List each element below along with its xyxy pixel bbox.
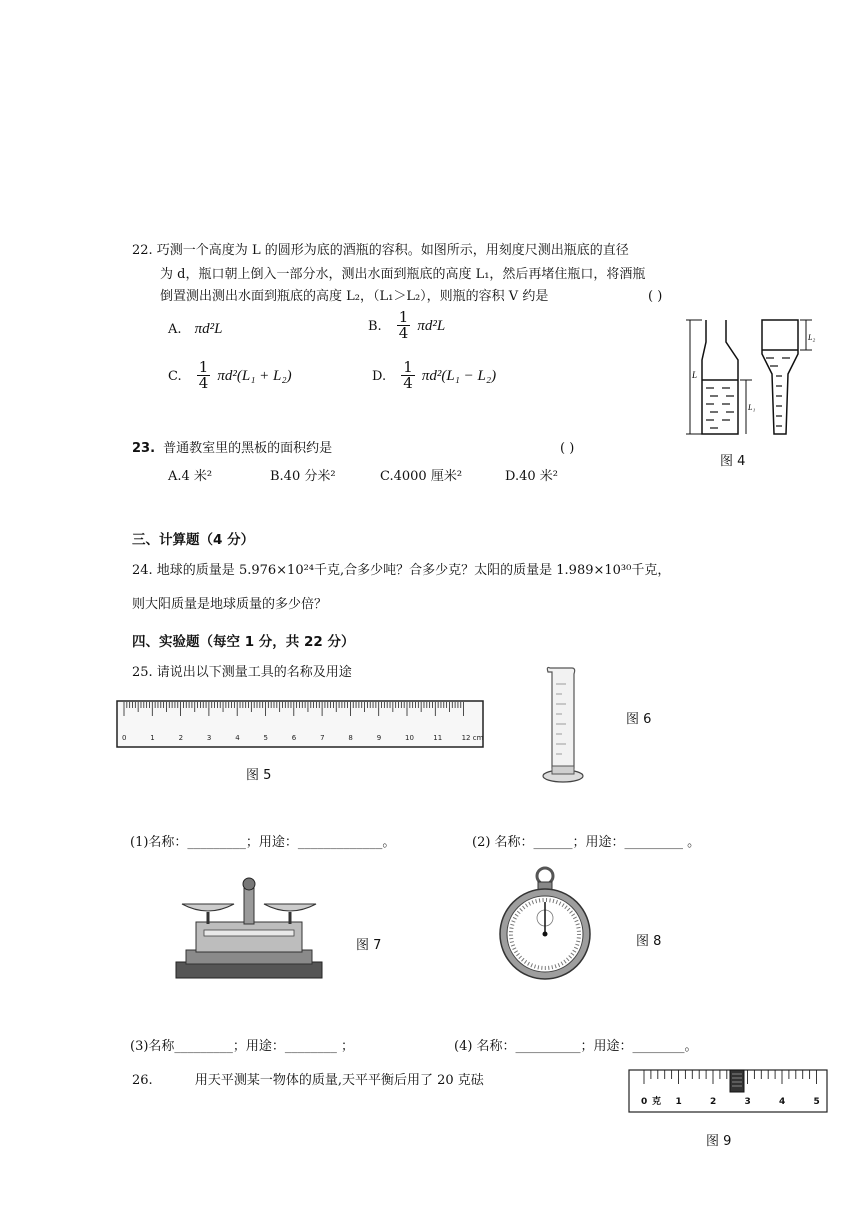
option-b-formula: πd²L — [417, 318, 446, 334]
ruler-tick-label: 10 — [405, 734, 414, 742]
q23-option-c: C.4000 厘米² — [380, 469, 463, 484]
label-L1: L₁ — [748, 403, 756, 412]
q23-option-a: A.4 米² — [168, 469, 213, 484]
label-L: L — [692, 370, 698, 380]
q25-text: 25. 请说出以下测量工具的名称及用途 — [132, 665, 352, 680]
scale-tick-label: 2 — [710, 1097, 717, 1107]
answer-blank-4[interactable]: (4) 名称：__________；用途：________。 — [454, 1039, 698, 1054]
q26-stem — [132, 1072, 484, 1090]
scale-unit-label: 克 — [652, 1097, 662, 1107]
scale-tick-label: 4 — [779, 1097, 786, 1107]
q22-option-a — [168, 318, 222, 339]
ruler-tick-label: 3 — [206, 734, 212, 742]
q23-option-b: B.40 分米² — [270, 469, 336, 484]
ruler-tick-label: 12 cm — [461, 734, 484, 742]
q24-line1: 24. 地球的质量是 5.976×10²⁴千克,合多少吨？合多少克？太阳的质量是 1.989×10³⁰千克， — [132, 563, 671, 578]
figure-6-graduated-cylinder — [540, 664, 590, 786]
q23-stem — [132, 440, 332, 458]
figure-8-stopwatch — [498, 866, 592, 984]
figure-9-caption: 图 9 — [706, 1134, 732, 1149]
option-a-formula: πd²L — [194, 321, 223, 337]
fraction-one-quarter: $\frac{1}{4}$ — [403, 358, 413, 392]
q22-option-d — [372, 360, 496, 391]
q22-line3: 倒置测出测出水面到瓶底的高度 L₂，（L₁＞L₂），则瓶的容积 V 约是 — [160, 289, 549, 304]
q22-line1: 22. 巧测一个高度为 L 的圆形为底的酒瓶的容积。如图所示，用刻度尺测出瓶底的直径 — [132, 243, 629, 258]
section-4-title: 四、实验题（每空 1 分，共 22 分） — [132, 634, 355, 650]
scale-tick-label: 0 — [641, 1097, 648, 1107]
option-d-formula: πd²(L₁ − L₂) — [421, 368, 497, 384]
q22-option-b — [368, 310, 445, 341]
q23-answer-paren: ( ) — [560, 441, 575, 456]
figure-5-ruler — [116, 700, 486, 750]
q26-number: 26. — [132, 1073, 153, 1088]
option-c-label: C. — [168, 369, 182, 384]
figure-4-caption: 图 4 — [720, 454, 746, 469]
figure-8-caption: 图 8 — [636, 934, 662, 949]
ruler-tick-label: 4 — [235, 734, 240, 742]
q22-option-c — [168, 360, 292, 391]
figure-6-caption: 图 6 — [626, 712, 652, 727]
q23-text: 普通教室里的黑板的面积约是 — [163, 441, 333, 456]
q26-text: 用天平测某一物体的质量,天平平衡后用了 20 克砝 — [194, 1073, 484, 1088]
answer-blank-3[interactable]: (3)名称_________；用途：________ ； — [130, 1039, 355, 1054]
ruler-tick-label: 1 — [150, 734, 155, 742]
figure-4-bottles — [682, 314, 822, 442]
option-d-label: D. — [372, 369, 387, 384]
scale-tick-label: 3 — [744, 1097, 751, 1107]
q23-number: 23. — [132, 441, 156, 456]
answer-blank-1[interactable]: (1)名称：_________；用途：_____________。 — [130, 835, 396, 850]
option-c-formula: πd²(L₁ + L₂) — [217, 368, 292, 384]
ruler-tick-label: 9 — [376, 734, 382, 742]
figure-7-caption: 图 7 — [356, 938, 382, 953]
fraction-one-quarter: $\frac{1}{4}$ — [398, 308, 409, 342]
q22-line2: 为 d，瓶口朝上倒入一部分水，测出水面到瓶底的高度 L₁，然后再堵住瓶口，将酒瓶 — [160, 267, 646, 282]
rider-weight — [730, 1070, 744, 1092]
ruler-tick-label: 5 — [263, 734, 268, 742]
answer-blank-2[interactable]: (2) 名称：______；用途：_________ 。 — [472, 835, 701, 850]
q22-answer-paren: ( ) — [648, 289, 663, 304]
label-L2: L₂ — [808, 333, 816, 342]
q23-option-d: D.40 米² — [505, 469, 558, 484]
figure-7-balance-scale — [174, 876, 324, 980]
ruler-tick-label: 11 — [433, 734, 443, 742]
section-3-title: 三、计算题（4 分） — [132, 532, 255, 548]
figure-5-caption: 图 5 — [246, 768, 272, 783]
option-a-label: A. — [168, 322, 182, 337]
figure-9-balance-beam-scale — [628, 1068, 830, 1116]
ruler-tick-label: 0 — [122, 734, 127, 742]
ruler-tick-label: 8 — [348, 734, 353, 742]
scale-tick-label: 1 — [675, 1097, 682, 1107]
ruler-tick-label: 2 — [178, 734, 184, 742]
ruler-tick-label: 6 — [291, 734, 297, 742]
ruler-tick-label: 7 — [320, 734, 325, 742]
scale-tick-label: 5 — [813, 1097, 820, 1107]
option-b-label: B. — [368, 319, 382, 334]
fraction-one-quarter: $\frac{1}{4}$ — [198, 358, 209, 392]
q24-line2: 则大阳质量是地球质量的多少倍？ — [132, 597, 328, 612]
